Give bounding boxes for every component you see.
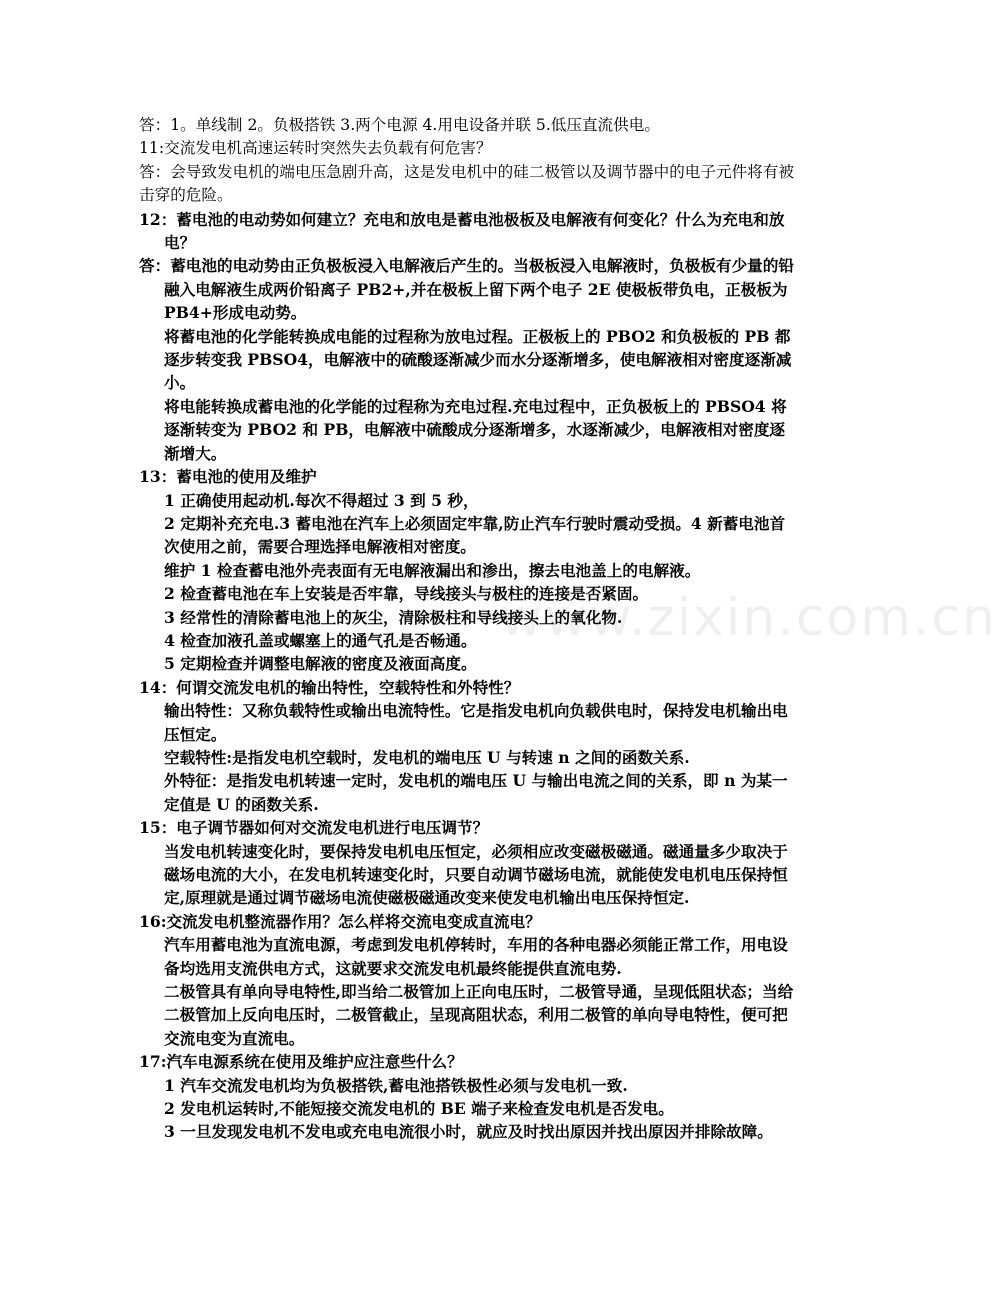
paragraph: 1 汽车交流发电机均为负极搭铁,蓄电池搭铁极性必须与发电机一致.	[164, 1075, 628, 1095]
paragraph: 答：会导致发电机的端电压急剧升高，这是发电机中的硅二极管以及调节器中的电子元件将有被击穿的危险。	[139, 162, 794, 205]
paragraph: 当发电机转速变化时，要保持发电机电压恒定，必须相应改变磁极磁通。磁通量多少取决于磁场电流的大小，在发电机转速变化时，只要自动调节磁场电流，就能使发电机电压保持恒定,原理就是通过调节磁场电流使磁极磁通改变来使发电机输出电压保持恒定.	[164, 841, 788, 908]
paragraph: 答：蓄电池的电动势由正负极板浸入电解液后产生的。当极板浸入电解液时，负极板有少量的铅融入电解液生成两价铅离子 PB2+,并在极板上留下两个电子 2E 使极板带负电，正极板为 PB4+形成电动势。	[139, 256, 794, 323]
paragraph: 外特征：是指发电机转速一定时，发电机的端电压 U 与输出电流之间的关系，即 n 为某一定值是 U 的函数关系.	[164, 771, 788, 814]
paragraph: 14：何谓交流发电机的输出特性，空载特性和外特性？	[139, 677, 520, 697]
paragraph: 1 正确使用起动机.每次不得超过 3 到 5 秒，	[164, 490, 479, 510]
paragraph: 2 定期补充充电.3 蓄电池在汽车上必须固定牢靠,防止汽车行驶时震动受损。4 新蓄电池首次使用之前，需要合理选择电解液相对密度。	[164, 513, 786, 557]
watermark: www.zixin.com.cn	[500, 588, 997, 648]
paragraph: 3 经常性的清除蓄电池上的灰尘，清除极柱和导线接头上的氧化物.	[164, 607, 623, 627]
paragraph: 汽车用蓄电池为直流电源，考虑到发电机停转时，车用的各种电器必须能正常工作，用电设备均选用支流供电方式，这就要求交流发电机最终能提供直流电势.	[164, 935, 788, 978]
paragraph: 15：电子调节器如何对交流发电机进行电压调节？	[139, 818, 489, 838]
paragraph: 2 发电机运转时,不能短接交流发电机的 BE 端子来检查发电机是否发电。	[164, 1099, 674, 1119]
paragraph: 输出特性：又称负载特性或输出电流特性。它是指发电机向负载供电时，保持发电机输出电压恒定。	[164, 701, 788, 744]
paragraph: 16:交流发电机整流器作用？怎么样将交流电变成直流电？	[139, 911, 541, 931]
paragraph: 17:汽车电源系统在使用及维护应注意些什么？	[139, 1052, 463, 1072]
paragraph: 13：蓄电池的使用及维护	[139, 467, 317, 487]
paragraph: 将蓄电池的化学能转换成电能的过程称为放电过程。正极板上的 PBO2 和负极板的 PB 都逐步转变我 PBSO4，电解液中的硫酸逐渐减少而水分逐渐增多，使电解液相对密度逐渐减小。	[164, 326, 792, 393]
paragraph: 12：蓄电池的电动势如何建立？充电和放电是蓄电池极板及电解液有何变化？什么为充电和放电？	[139, 209, 785, 253]
document-body	[139, 114, 799, 1144]
paragraph: 维护 1 检查蓄电池外壳表面有无电解液漏出和渗出，擦去电池盖上的电解液。	[164, 560, 701, 580]
paragraph: 答：1。单线制 2。负极搭铁 3.两个电源 4.用电设备并联 5.低压直流供电。	[139, 116, 660, 134]
paragraph: 将电能转换成蓄电池的化学能的过程称为充电过程.充电过程中，正负极板上的 PBSO4 将逐渐转变为 PBO2 和 PB，电解液中硫酸成分逐渐增多，水逐渐减少，电解液相对密度逐渐增大。	[164, 396, 787, 463]
paragraph: 2 检查蓄电池在车上安装是否牢靠，导线接头与极柱的连接是否紧固。	[164, 584, 649, 604]
paragraph: 5 定期检查并调整电解液的密度及液面高度。	[164, 654, 477, 674]
paragraph: 3 一旦发现发电机不发电或充电电流很小时，就应及时找出原因并找出原因并排除故障。	[164, 1122, 773, 1142]
paragraph: 4 检查加液孔盖或螺塞上的通气孔是否畅通。	[164, 630, 477, 650]
paragraph: 二极管具有单向导电特性,即当给二极管加上正向电压时，二极管导通，呈现低阻状态；当给二极管加上反向电压时，二极管截止，呈现高阻状态，利用二极管的单向导电特性，便可把交流电变为直流电。	[164, 982, 794, 1048]
paragraph: 11:交流发电机高速运转时突然失去负载有何危害？	[139, 139, 492, 158]
paragraph: 空载特性:是指发电机空载时，发电机的端电压 U 与转速 n 之间的函数关系.	[164, 747, 690, 767]
